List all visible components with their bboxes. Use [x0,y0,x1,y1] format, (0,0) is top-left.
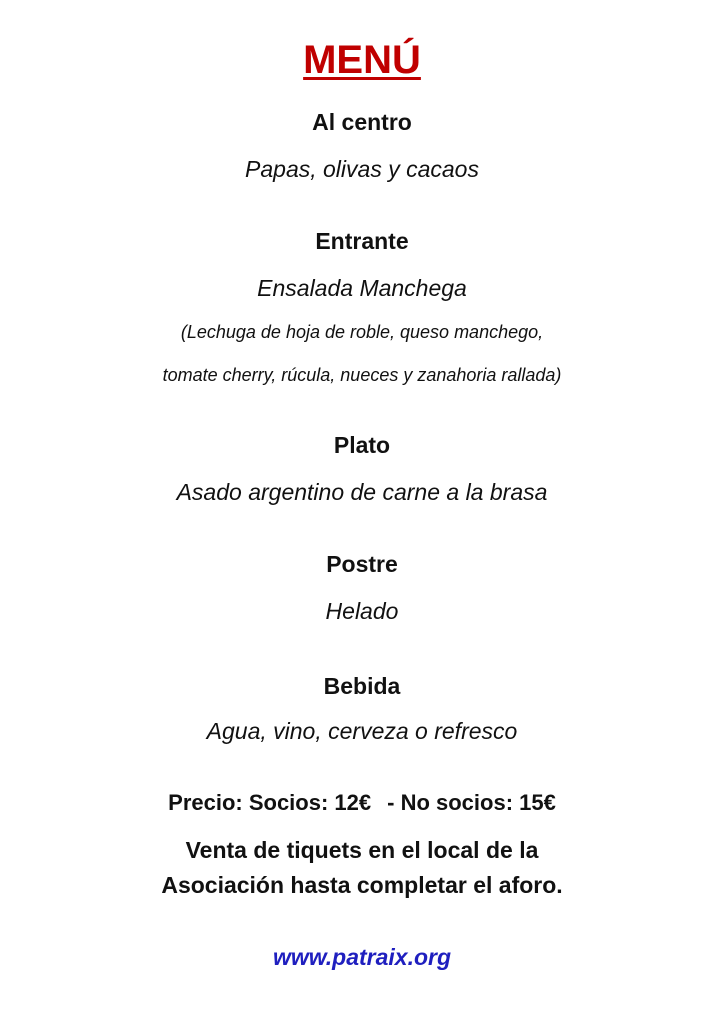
section-heading-entrante: Entrante [315,228,409,254]
website-link[interactable]: www.patraix.org [272,944,452,970]
price-members: Precio: Socios: 12€ [168,790,372,815]
section-heading-plato: Plato [333,432,391,458]
dish-al-centro: Papas, olivas y cacaos [245,156,479,182]
price-line [0,792,724,814]
price-nonmembers: - No socios: 15€ [387,790,556,815]
sale-info-line: Venta de tiquets en el local de la [185,837,539,863]
section-heading-al-centro: Al centro [312,109,412,135]
dish-bebida: Agua, vino, cerveza o refresco [206,718,518,744]
dish-postre: Helado [325,598,399,624]
dish-plato: Asado argentino de carne a la brasa [176,479,548,505]
menu-title: MENÚ [303,38,421,82]
dish-note-line: tomate cherry, rúcula, nueces y zanahoria rallada) [162,365,562,385]
section-heading-bebida: Bebida [323,673,401,699]
dish-entrante: Ensalada Manchega [257,275,467,301]
dish-note-line: (Lechuga de hoja de roble, queso manchego, [180,322,544,342]
section-heading-postre: Postre [326,551,398,577]
sale-info-line: Asociación hasta completar el aforo. [161,872,563,898]
